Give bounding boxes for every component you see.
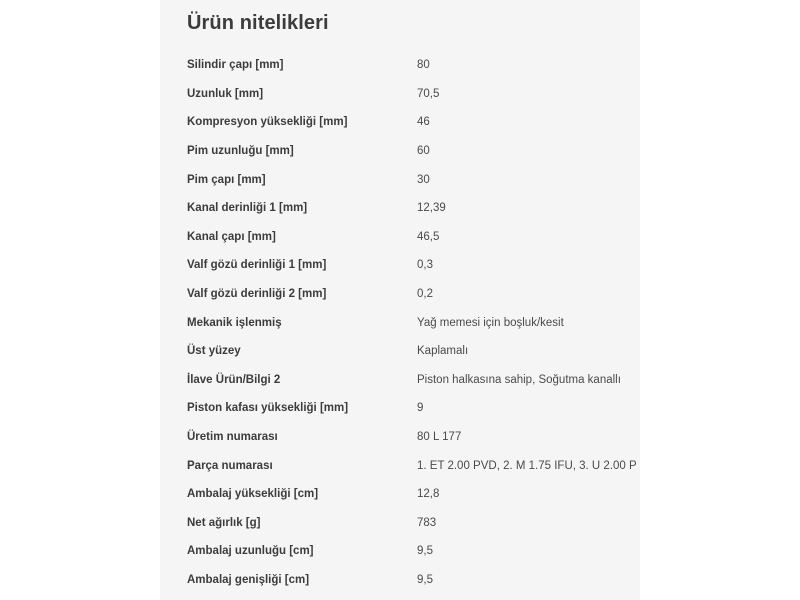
attribute-value: 9,5 [417,545,433,558]
attribute-row [160,251,640,280]
attribute-label: Kompresyon yüksekliği [mm] [187,116,348,129]
attribute-label: Valf gözü derinliği 2 [mm] [187,288,327,301]
attribute-label: Ambalaj yüksekliği [cm] [187,488,319,501]
attribute-value: 1. ET 2.00 PVD, 2. M 1.75 IFU, 3. U 2.00 P [417,459,637,472]
attribute-value: 80 [417,59,430,72]
attribute-row [160,80,640,109]
attribute-label: Parça numarası [187,459,273,472]
attribute-label: Pim uzunluğu [mm] [187,145,294,158]
attribute-label: Net ağırlık [g] [187,516,261,529]
attribute-value: Piston halkasına sahip, Soğutma kanallı [417,373,621,386]
attribute-value: 9,5 [417,573,433,586]
attribute-value: 30 [417,173,430,186]
attribute-row [160,480,640,509]
attribute-row [160,194,640,223]
attribute-row [160,337,640,366]
attribute-value: 0,2 [417,288,433,301]
attribute-value: 783 [417,516,437,529]
attribute-label: Üst yüzey [187,345,241,358]
attribute-row [160,423,640,452]
attribute-value: 70,5 [417,87,440,100]
attribute-value: 12,8 [417,488,440,501]
attribute-row [160,537,640,566]
attribute-label: Ambalaj genişliği [cm] [187,573,310,586]
attribute-row [160,308,640,337]
attribute-label: Silindir çapı [mm] [187,59,284,72]
attribute-label: Kanal çapı [mm] [187,230,276,243]
attribute-label: Kanal derinliği 1 [mm] [187,202,308,215]
attribute-label: Mekanik işlenmiş [187,316,282,329]
section-title: Ürün nitelikleri [187,12,329,34]
attribute-label: Üretim numarası [187,431,278,444]
attribute-label: Ambalaj uzunluğu [cm] [187,545,314,558]
attribute-value: 60 [417,145,430,158]
attribute-label: Uzunluk [mm] [187,87,264,100]
attribute-value: Yağ memesi için boşluk/kesit [417,316,564,329]
attribute-value: 46,5 [417,230,440,243]
attribute-label: Valf gözü derinliği 1 [mm] [187,259,327,272]
attribute-row [160,451,640,480]
attribute-label: İlave Ürün/Bilgi 2 [187,373,281,386]
attribute-value: 12,39 [417,202,446,215]
attribute-value: 0,3 [417,259,433,272]
attribute-row [160,394,640,423]
attribute-row [160,509,640,538]
attribute-value: 46 [417,116,430,129]
attribute-row [160,280,640,309]
attribute-value: 80 L 177 [417,431,462,444]
attribute-row [160,51,640,80]
attribute-row [160,566,640,595]
attribute-value: 9 [417,402,424,415]
attribute-label: Piston kafası yüksekliği [mm] [187,402,349,415]
attribute-value: Kaplamalı [417,345,469,358]
attribute-row [160,108,640,137]
attribute-row [160,165,640,194]
attribute-label: Pim çapı [mm] [187,173,266,186]
attribute-row [160,137,640,166]
attribute-row [160,366,640,395]
product-attributes-panel [160,0,640,600]
attributes-table [160,51,640,594]
attribute-row [160,223,640,252]
